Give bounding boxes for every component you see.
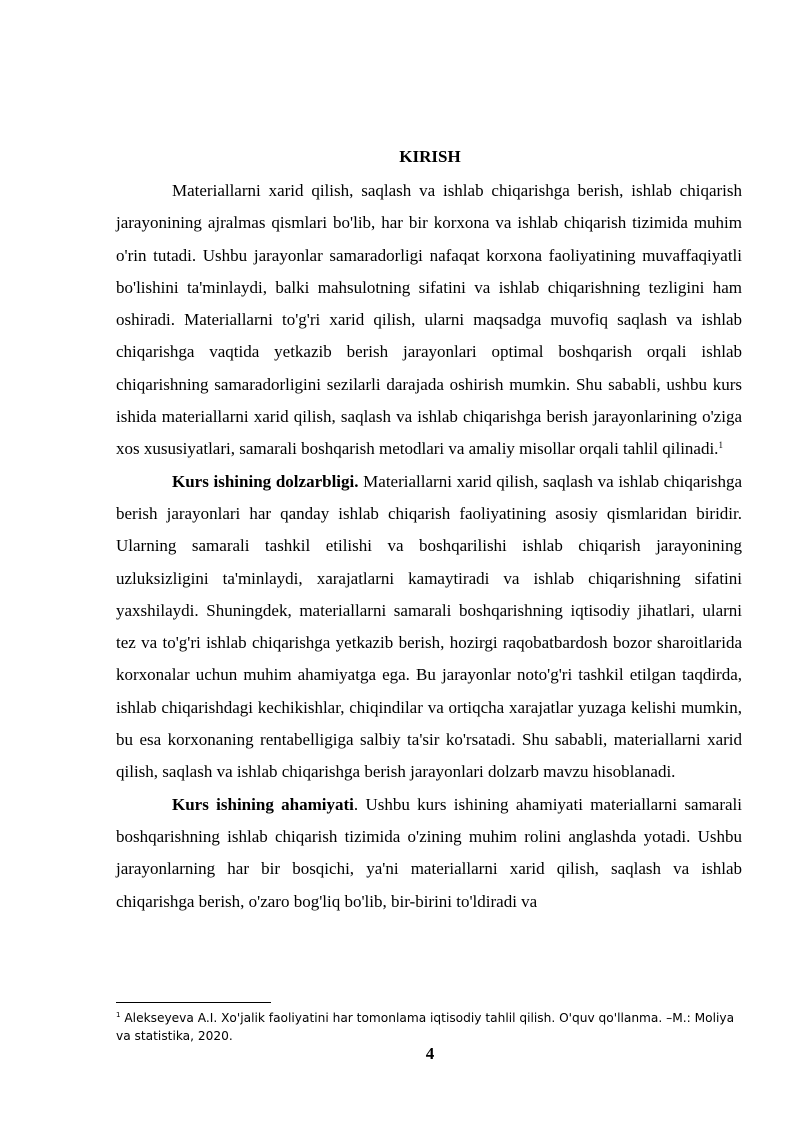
intro-paragraph: [116, 175, 742, 466]
importance-text: . Ushbu kurs ishining ahamiyati materiallarni samarali boshqarishning ishlab chiqarish tizimida o'zining muhim rolini anglashda yotadi. Ushbu jarayonlarning har bir bosqichi, ya'ni materiallarni xarid qilish, saqlash va ishlab chiqarishga berish, o'zaro bog'liq bo'lib, bir-birini to'ldiradi va: [116, 794, 742, 911]
importance-paragraph: [116, 789, 742, 918]
relevance-text: Materiallarni xarid qilish, saqlash va ishlab chiqarishga berish jarayonlari har qanday ishlab chiqarish faoliyatining asosiy qismlaridan biridir. Ularning samarali tashkil etilishi va boshqarilishi ishlab chiqarish jarayonining uzluksizligini ta'minlaydi, xarajatlarni kamaytiradi va ishlab chiqarishning sifatini yaxshilaydi. Shuningdek, materiallarni samarali boshqarishning iqtisodiy jihatlari, ularni tez va to'g'ri ishlab chiqarishga yetkazib berish, hozirgi raqobatbardosh bozor sharoitlarida korxonalar uchun muhim ahamiyatga ega. Bu jarayonlar noto'g'ri tashkil etilgan taqdirda, ishlab chiqarishdagi kechikishlar, chiqindilar va ortiqcha xarajatlar yuzaga kelishi mumkin, bu esa korxonaning rentabelligiga salbiy ta'sir ko'rsatadi. Shu sababli, materiallarni xarid qilish, saqlash va ishlab chiqarishga berish jarayonlari dolzarb mavzu hisoblanadi.: [116, 471, 742, 782]
page-number: 4: [425, 1044, 435, 1063]
footnote-text: Alekseyeva A.I. Xo'jalik faoliyatini har tomonlama iqtisodiy tahlil qilish. O'quv qo'llanma. –M.: Moliya va statistika, 2020.: [116, 1011, 735, 1043]
importance-lead: Kurs ishining ahamiyati: [172, 794, 354, 814]
body-text: [116, 175, 742, 918]
footnote-marker: 1: [116, 1011, 121, 1019]
footnote: [116, 1009, 746, 1045]
footnote-reference: 1: [718, 440, 723, 451]
footnote-separator: [116, 1002, 271, 1003]
section-heading: KIRISH: [399, 147, 461, 166]
relevance-lead: Kurs ishining dolzarbligi.: [172, 471, 359, 491]
intro-text: Materiallarni xarid qilish, saqlash va ishlab chiqarishga berish, ishlab chiqarish jarayonining ajralmas qismlari bo'lib, har bir korxona va ishlab chiqarish tizimida muhim o'rin tutadi. Ushbu jarayonlar samaradorligi nafaqat korxona faoliyatining muvaffaqiyatli bo'lishini ta'minlaydi, balki mahsulotning sifatini va ishlab chiqarishning tezligini ham oshiradi. Materiallarni to'g'ri xarid qilish, ularni maqsadga muvofiq saqlash va ishlab chiqarishga vaqtida yetkazib berish jarayonlari optimal boshqarish orqali ishlab chiqarishning samaradorligini sezilarli darajada oshirish mumkin. Shu sababli, ushbu kurs ishida materiallarni xarid qilish, saqlash va ishlab chiqarishga berish jarayonlarining o'ziga xos xususiyatlari, samarali boshqarish metodlari va amaliy misollar orqali tahlil qilinadi.: [116, 181, 742, 459]
relevance-paragraph: [116, 466, 742, 789]
